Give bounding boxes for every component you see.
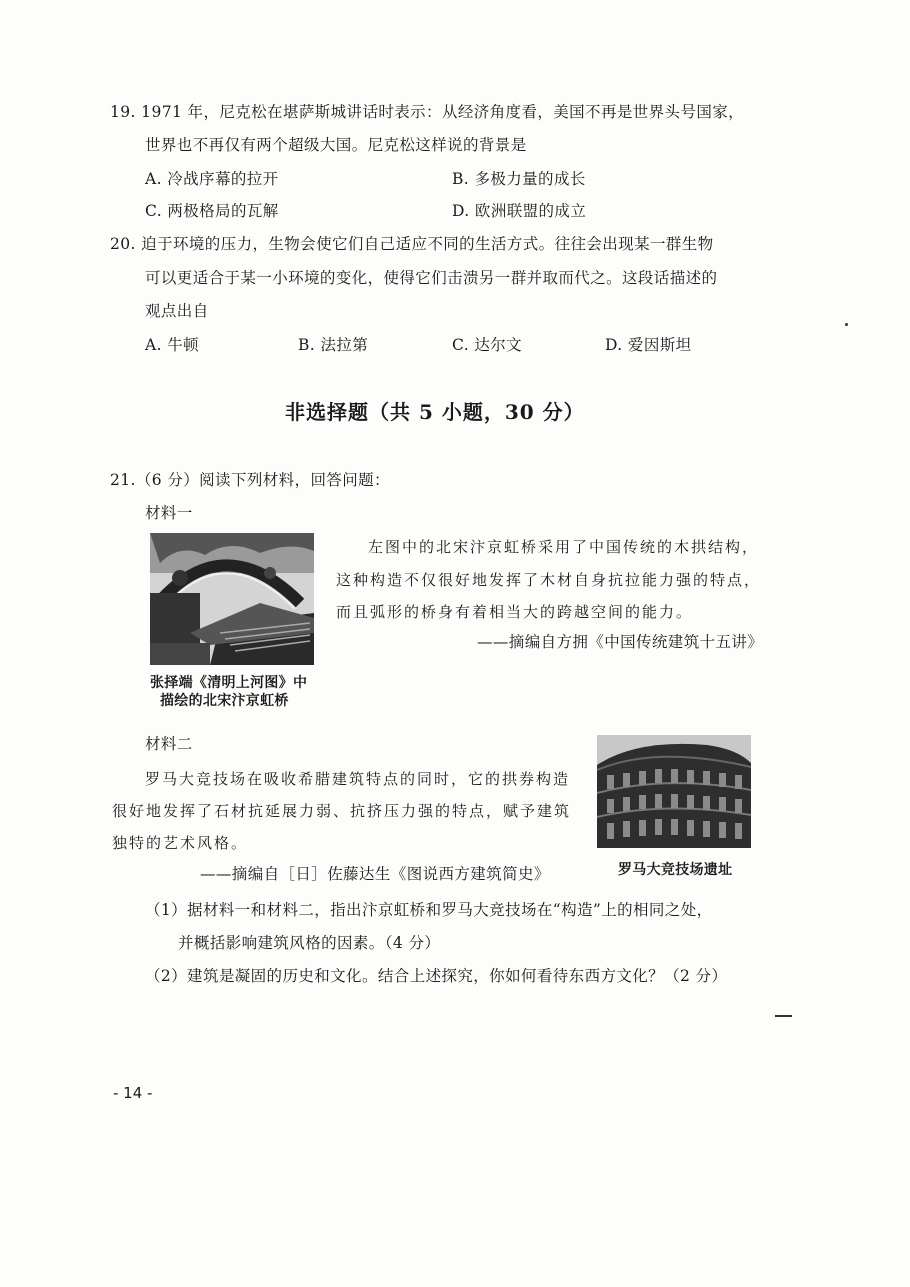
q19-option-a: A. 冷战序幕的拉开 — [145, 170, 279, 188]
q19-option-c: C. 两极格局的瓦解 — [145, 202, 279, 220]
material2-caption: 罗马大竞技场遗址 — [618, 862, 733, 878]
q19-stem-line2: 世界也不再仅有两个超级大国。尼克松这样说的背景是 — [145, 136, 527, 154]
material1-caption-line1: 张择端《清明上河图》中 — [150, 675, 308, 691]
q20-option-a: A. 牛顿 — [145, 336, 200, 354]
material1-text-line1: 左图中的北宋汴京虹桥采用了中国传统的木拱结构， — [368, 538, 760, 556]
q20-option-d: D. 爱因斯坦 — [605, 336, 692, 354]
q20-option-b: B. 法拉第 — [298, 336, 369, 354]
q21-intro: 21.（6 分）阅读下列材料，回答问题： — [110, 471, 390, 489]
q20-stem-line3: 观点出自 — [145, 302, 209, 320]
material2-text-line3: 独特的艺术风格。 — [112, 834, 249, 852]
material1-text-line3: 而且弧形的桥身有着相当大的跨越空间的能力。 — [336, 603, 694, 621]
q21-sub2: （2）建筑是凝固的历史和文化。结合上述探究，你如何看待东西方文化？（2 分） — [145, 967, 728, 985]
material2-label: 材料二 — [145, 735, 193, 753]
q19-option-b: B. 多极力量的成长 — [452, 170, 586, 188]
q20-stem-line2: 可以更适合于某一小环境的变化，使得它们击溃另一群并取而代之。这段话描述的 — [145, 269, 718, 287]
q20-stem-line1: 20. 迫于环境的压力，生物会使它们自己适应不同的生活方式。往往会出现某一群生物 — [110, 235, 714, 253]
q20-option-c: C. 达尔文 — [452, 336, 523, 354]
q21-sub1-line1: （1）据材料一和材料二，指出汴京虹桥和罗马大竞技场在“构造”上的相同之处， — [145, 901, 713, 919]
hongqiao-bridge-image — [150, 533, 314, 665]
material1-source: ——摘编自方拥《中国传统建筑十五讲》 — [477, 633, 764, 651]
section-title: 非选择题（共 5 小题，30 分） — [285, 400, 585, 424]
q19-stem-line1: 19. 1971 年，尼克松在堪萨斯城讲话时表示：从经济角度看，美国不再是世界头号国家， — [110, 103, 745, 121]
q21-sub1-line2: 并概括影响建筑风格的因素。（4 分） — [178, 934, 441, 952]
material1-label: 材料一 — [145, 504, 193, 522]
material1-caption-line2: 描绘的北宋汴京虹桥 — [160, 693, 289, 709]
colosseum-image — [597, 735, 751, 848]
material1-text-line2: 这种构造不仅很好地发挥了木材自身抗拉能力强的特点， — [336, 571, 762, 589]
page-number: - 14 - — [113, 1084, 153, 1102]
q19-option-d: D. 欧洲联盟的成立 — [452, 202, 587, 220]
material2-text-line2: 很好地发挥了石材抗延展力弱、抗挤压力强的特点，赋予建筑 — [112, 802, 572, 820]
material2-text-line1: 罗马大竞技场在吸收希腊建筑特点的同时，它的拱券构造 — [145, 770, 571, 788]
scan-dash — [775, 1015, 792, 1017]
scan-speck — [845, 323, 848, 326]
material2-source: ——摘编自［日］佐藤达生《图说西方建筑简史》 — [200, 865, 550, 883]
